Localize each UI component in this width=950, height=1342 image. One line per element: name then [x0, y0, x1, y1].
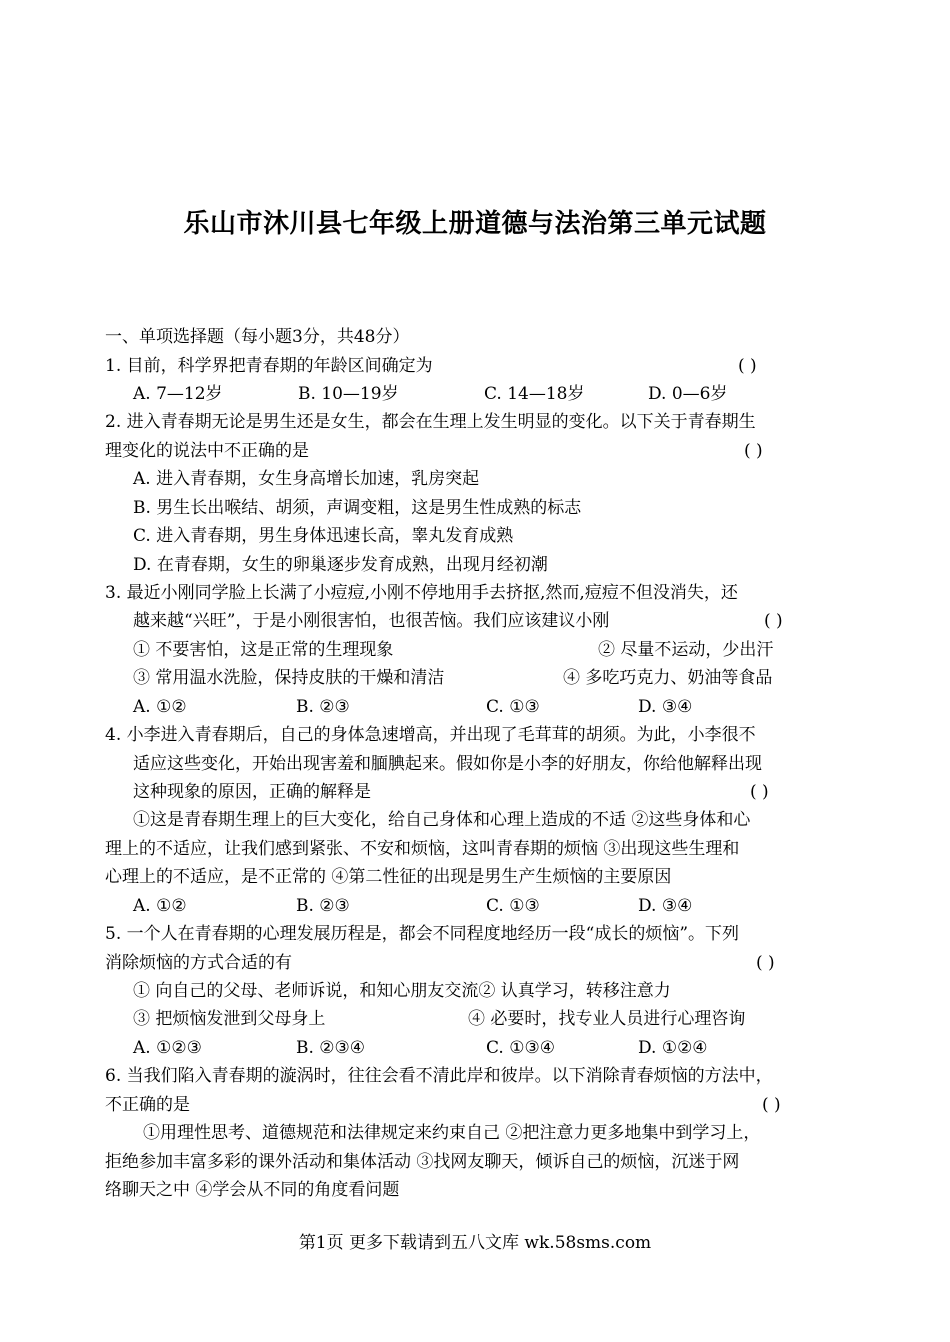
- q6-answer-blank: ( ): [762, 1095, 781, 1115]
- q5-option-c: C. ①③④: [486, 1038, 555, 1058]
- q6-body-line1: ①用理性思考、道德规范和法律规定来约束自己 ②把注意力更多地集中到学习上，: [143, 1123, 761, 1143]
- q3-stem-line2: 越来越“兴旺”，于是小刚很害怕，也很苦恼。我们应该建议小刚: [133, 611, 610, 631]
- q5-item-3: ③ 把烦恼发泄到父母身上: [133, 1009, 326, 1029]
- q3-stem-line1: 3. 最近小刚同学脸上长满了小痘痘,小刚不停地用手去挤抠,然而,痘痘不但没消失，还: [105, 583, 738, 603]
- q4-stem-line1: 4. 小李进入青春期后，自己的身体急速增高，并出现了毛茸茸的胡须。为此，小李很不: [105, 725, 756, 745]
- q3-item-2: ② 尽量不运动，少出汗: [598, 640, 774, 660]
- q5-items-line1: ① 向自己的父母、老师诉说，和知心朋友交流② 认真学习，转移注意力: [133, 981, 671, 1001]
- q5-stem-line2: 消除烦恼的方式合适的有: [105, 953, 292, 973]
- q4-option-c: C. ①③: [486, 896, 540, 916]
- q5-option-b: B. ②③④: [296, 1038, 366, 1058]
- q6-body-line2: 拒绝参加丰富多彩的课外活动和集体活动 ③找网友聊天，倾诉自己的烦恼，沉迷于网: [105, 1152, 740, 1172]
- q1-option-d: D. 0—6岁: [648, 384, 728, 404]
- q4-body-line1: ①这是青春期生理上的巨大变化，给自己身体和心理上造成的不适 ②这些身体和心: [133, 810, 751, 830]
- q4-body-line2: 理上的不适应，让我们感到紧张、不安和烦恼，这叫青春期的烦恼 ③出现这些生理和: [105, 839, 740, 859]
- q5-option-d: D. ①②④: [638, 1038, 708, 1058]
- q2-option-a: A. 进入青春期，女生身高增长加速，乳房突起: [133, 469, 480, 489]
- q6-body-line3: 络聊天之中 ④学会从不同的角度看问题: [105, 1180, 400, 1200]
- page-footer: 第1页 更多下载请到五八文库 wk.58sms.com: [298, 1233, 652, 1253]
- section-heading: 一、单项选择题（每小题3分，共48分）: [105, 327, 410, 347]
- page-title: 乐山市沐川县七年级上册道德与法治第三单元试题: [183, 209, 767, 239]
- q4-option-a: A. ①②: [133, 896, 187, 916]
- q4-option-b: B. ②③: [296, 896, 350, 916]
- q2-option-c: C. 进入青春期，男生身体迅速长高，睾丸发育成熟: [133, 526, 514, 546]
- q1-option-b: B. 10—19岁: [298, 384, 399, 404]
- q5-item-4: ④ 必要时，找专业人员进行心理咨询: [468, 1009, 746, 1029]
- q3-answer-blank: ( ): [764, 611, 783, 631]
- q2-option-b: B. 男生长出喉结、胡须，声调变粗，这是男生性成熟的标志: [133, 498, 582, 518]
- q4-option-d: D. ③④: [638, 896, 693, 916]
- q3-option-c: C. ①③: [486, 697, 540, 717]
- q3-option-d: D. ③④: [638, 697, 693, 717]
- q2-stem-line2: 理变化的说法中不正确的是: [105, 441, 309, 461]
- q1-stem: 1. 目前，科学界把青春期的年龄区间确定为: [105, 356, 433, 376]
- q3-option-b: B. ②③: [296, 697, 350, 717]
- q3-item-1: ① 不要害怕，这是正常的生理现象: [133, 640, 394, 660]
- q3-option-a: A. ①②: [133, 697, 187, 717]
- q5-stem-line1: 5. 一个人在青春期的心理发展历程是，都会不同程度地经历一段“成长的烦恼”。下列: [105, 924, 740, 944]
- q6-stem-line1: 6. 当我们陷入青春期的漩涡时，往往会看不清此岸和彼岸。以下消除青春烦恼的方法中，: [105, 1066, 773, 1086]
- q1-answer-blank: ( ): [738, 356, 757, 376]
- q2-option-d: D. 在青春期，女生的卵巢逐步发育成熟，出现月经初潮: [133, 555, 548, 575]
- q3-item-4: ④ 多吃巧克力、奶油等食品: [563, 668, 773, 688]
- q1-option-c: C. 14—18岁: [484, 384, 585, 404]
- q1-option-a: A. 7—12岁: [133, 384, 223, 404]
- q4-answer-blank: ( ): [750, 782, 769, 802]
- q4-stem-line2: 适应这些变化，开始出现害羞和腼腆起来。假如你是小李的好朋友，你给他解释出现: [133, 754, 762, 774]
- q2-stem-line1: 2. 进入青春期无论是男生还是女生，都会在生理上发生明显的变化。以下关于青春期生: [105, 412, 756, 432]
- q4-body-line3: 心理上的不适应，是不正常的 ④第二性征的出现是男生产生烦恼的主要原因: [105, 867, 672, 887]
- q5-answer-blank: ( ): [756, 953, 775, 973]
- q2-answer-blank: ( ): [744, 441, 763, 461]
- q3-item-3: ③ 常用温水洗脸，保持皮肤的干燥和清洁: [133, 668, 445, 688]
- q4-stem-line3: 这种现象的原因，正确的解释是: [133, 782, 371, 802]
- q6-stem-line2: 不正确的是: [105, 1095, 190, 1115]
- q5-option-a: A. ①②③: [133, 1038, 202, 1058]
